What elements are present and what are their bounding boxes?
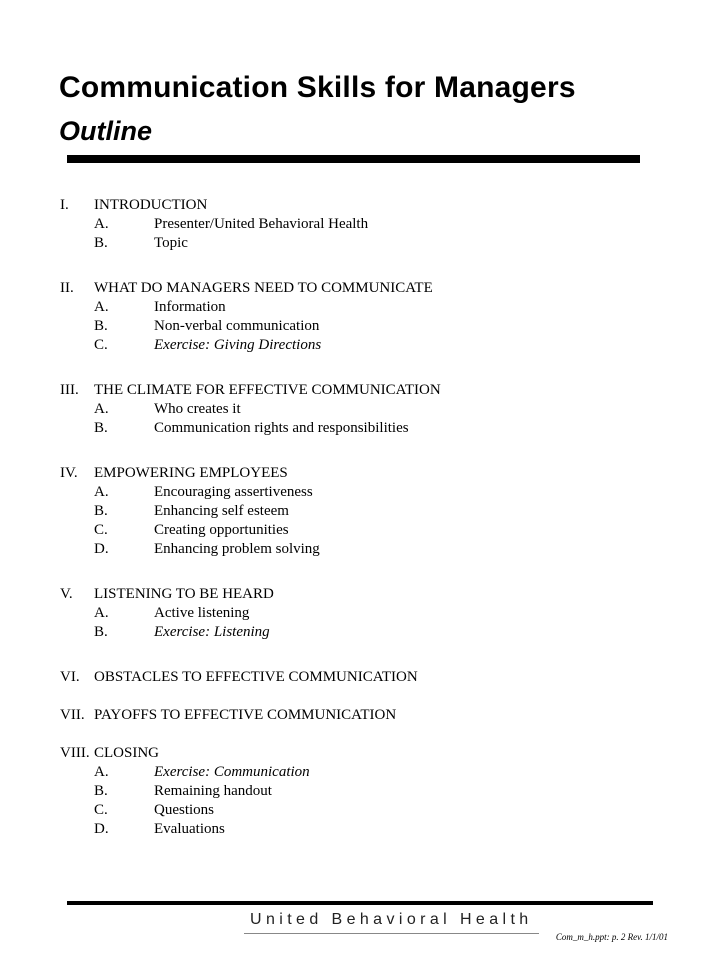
outline-list (60, 196, 680, 865)
section-number: VI. (60, 669, 80, 685)
outline-section (60, 464, 680, 559)
section-heading (60, 464, 680, 483)
item-text: Evaluations (154, 821, 225, 837)
item-text: Exercise: Giving Directions (154, 337, 322, 353)
section-number: IV. (60, 465, 78, 481)
item-text: Information (154, 299, 226, 315)
outline-section (60, 744, 680, 839)
page-subtitle: Outline (59, 116, 152, 146)
section-label: THE CLIMATE FOR EFFECTIVE COMMUNICATION (94, 382, 441, 398)
outline-item (60, 400, 680, 419)
item-text: Exercise: Communication (154, 764, 310, 780)
section-label: LISTENING TO BE HEARD (94, 586, 274, 602)
section-label: CLOSING (94, 745, 160, 761)
item-text: Topic (154, 235, 188, 251)
section-label: OBSTACLES TO EFFECTIVE COMMUNICATION (94, 669, 418, 685)
outline-item (60, 782, 680, 801)
item-letter: A. (94, 216, 109, 232)
outline-item (60, 521, 680, 540)
item-letter: D. (94, 541, 109, 557)
item-text: Creating opportunities (154, 522, 289, 538)
item-text: Remaining handout (154, 783, 272, 799)
outline-item (60, 623, 680, 642)
outline-section (60, 706, 680, 725)
item-text: Enhancing problem solving (154, 541, 320, 557)
header-divider (67, 155, 640, 163)
section-heading (60, 196, 680, 215)
section-label: WHAT DO MANAGERS NEED TO COMMUNICATE (94, 280, 433, 296)
item-letter: A. (94, 299, 109, 315)
footer-divider (67, 901, 653, 905)
section-label: EMPOWERING EMPLOYEES (94, 465, 288, 481)
outline-item (60, 763, 680, 782)
outline-section (60, 381, 680, 438)
outline-item (60, 234, 680, 253)
item-letter: C. (94, 522, 108, 538)
section-heading (60, 381, 680, 400)
section-number: V. (60, 586, 73, 602)
outline-item (60, 483, 680, 502)
company-logo: United Behavioral Health (244, 910, 539, 934)
item-letter: C. (94, 802, 108, 818)
item-letter: D. (94, 821, 109, 837)
item-letter: B. (94, 783, 108, 799)
outline-item (60, 215, 680, 234)
outline-item (60, 820, 680, 839)
section-heading (60, 585, 680, 604)
item-letter: A. (94, 605, 109, 621)
item-text: Encouraging assertiveness (154, 484, 313, 500)
section-number: III. (60, 382, 79, 398)
item-letter: B. (94, 503, 108, 519)
item-letter: B. (94, 420, 108, 436)
section-label: INTRODUCTION (94, 197, 208, 213)
item-letter: B. (94, 624, 108, 640)
outline-section (60, 196, 680, 253)
outline-item (60, 502, 680, 521)
item-text: Communication rights and responsibilities (154, 420, 409, 436)
item-text: Enhancing self esteem (154, 503, 289, 519)
item-text: Non-verbal communication (154, 318, 320, 334)
section-heading (60, 706, 680, 725)
outline-section (60, 668, 680, 687)
item-letter: A. (94, 401, 109, 417)
footer-note: Com_m_h.ppt: p. 2 Rev. 1/1/01 (555, 932, 668, 942)
section-heading (60, 744, 680, 763)
outline-item (60, 419, 680, 438)
section-heading (60, 668, 680, 687)
item-text: Active listening (154, 605, 250, 621)
item-text: Presenter/United Behavioral Health (154, 216, 369, 232)
outline-item (60, 336, 680, 355)
item-text: Exercise: Listening (154, 624, 270, 640)
outline-item (60, 540, 680, 559)
item-letter: A. (94, 484, 109, 500)
item-letter: A. (94, 764, 109, 780)
item-letter: B. (94, 235, 108, 251)
outline-section (60, 585, 680, 642)
outline-item (60, 604, 680, 623)
item-letter: C. (94, 337, 108, 353)
outline-item (60, 317, 680, 336)
page-title: Communication Skills for Managers (59, 71, 576, 104)
item-text: Who creates it (154, 401, 241, 417)
outline-item (60, 298, 680, 317)
section-number: VIII. (60, 745, 90, 761)
outline-section (60, 279, 680, 355)
section-number: VII. (60, 707, 85, 723)
item-letter: B. (94, 318, 108, 334)
section-number: I. (60, 197, 69, 213)
item-text: Questions (154, 802, 214, 818)
outline-item (60, 801, 680, 820)
section-heading (60, 279, 680, 298)
section-number: II. (60, 280, 74, 296)
section-label: PAYOFFS TO EFFECTIVE COMMUNICATION (94, 707, 397, 723)
